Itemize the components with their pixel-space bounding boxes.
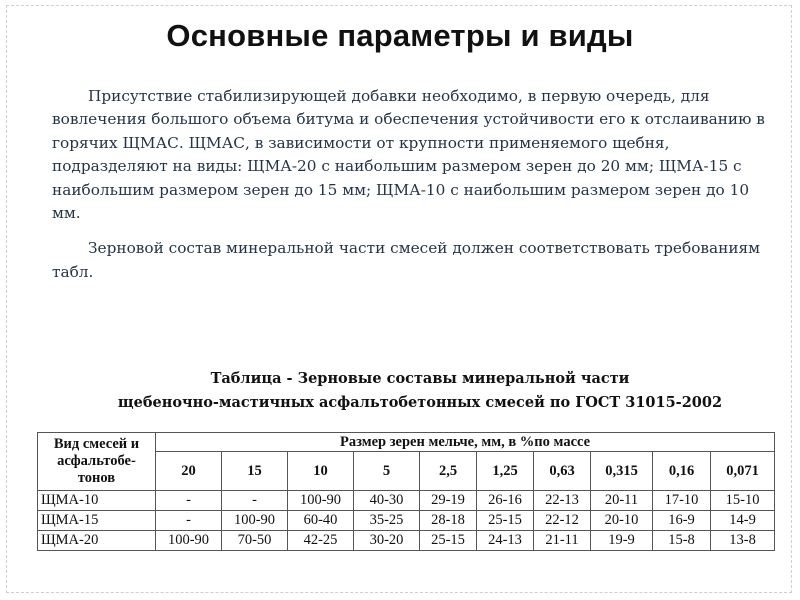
table-cell: 15-8 bbox=[653, 531, 711, 551]
table-cell: 100-90 bbox=[222, 511, 288, 531]
table-cell: 17-10 bbox=[653, 491, 711, 511]
sieve-size: 15 bbox=[222, 452, 288, 491]
table-header-row bbox=[38, 433, 775, 452]
caption-line-1: Таблица - Зерновые составы минеральной части bbox=[210, 370, 630, 387]
slide-title: Основные параметры и виды bbox=[166, 18, 634, 53]
paragraph-stabilizer: Присутствие стабилизирующей добавки необходимо, в первую очередь, для вовлечения большого объема битума и обеспечения устойчивости его к отслаиванию в горячих ЩМАС. ЩМАС, в зависимости от крупности применяемого щебня, подразделяют на виды: ЩМА-20 с наибольшим размером зерен до 20 мм; ЩМА-15 с наибольшим размером зерен до 15 мм; ЩМА-10 с наибольшим размером зерен до 10 мм. bbox=[52, 87, 765, 223]
table-cell: 15-10 bbox=[711, 491, 775, 511]
table-cell: 30-20 bbox=[354, 531, 420, 551]
body-text bbox=[52, 85, 772, 284]
sieve-size: 5 bbox=[354, 452, 420, 491]
table-cell: 25-15 bbox=[477, 511, 534, 531]
table-cell: 13-8 bbox=[711, 531, 775, 551]
table-cell: 100-90 bbox=[156, 531, 222, 551]
table-row bbox=[38, 511, 775, 531]
mix-type-header: Вид смесей и асфальтобе-тонов bbox=[38, 433, 156, 491]
table-cell: 42-25 bbox=[288, 531, 354, 551]
mix-type-cell: ЩМА-20 bbox=[38, 531, 156, 551]
table-cell: 16-9 bbox=[653, 511, 711, 531]
table-cell: 28-18 bbox=[420, 511, 477, 531]
table-cell: 19-9 bbox=[591, 531, 653, 551]
table-cell: 20-11 bbox=[591, 491, 653, 511]
paragraph-grain-composition: Зерновой состав минеральной части смесей должен соответствовать требованиям табл. bbox=[52, 239, 761, 281]
table-cell: - bbox=[222, 491, 288, 511]
table-cell: - bbox=[156, 491, 222, 511]
table-cell: 14-9 bbox=[711, 511, 775, 531]
sieve-size: 0,071 bbox=[711, 452, 775, 491]
table-cell: 21-11 bbox=[534, 531, 591, 551]
grain-composition-table bbox=[37, 432, 775, 551]
table-cell: - bbox=[156, 511, 222, 531]
caption-line-2: щебеночно-мастичных асфальтобетонных смесей по ГОСТ 31015-2002 bbox=[117, 394, 723, 411]
table-cell: 29-19 bbox=[420, 491, 477, 511]
table-cell: 70-50 bbox=[222, 531, 288, 551]
table-cell: 100-90 bbox=[288, 491, 354, 511]
table-cell: 25-15 bbox=[420, 531, 477, 551]
table-row bbox=[38, 531, 775, 551]
table-cell: 26-16 bbox=[477, 491, 534, 511]
sieve-size: 0,63 bbox=[534, 452, 591, 491]
mix-type-cell: ЩМА-10 bbox=[38, 491, 156, 511]
mix-type-cell: ЩМА-15 bbox=[38, 511, 156, 531]
table-cell: 35-25 bbox=[354, 511, 420, 531]
sieve-size: 0,315 bbox=[591, 452, 653, 491]
table-cell: 20-10 bbox=[591, 511, 653, 531]
sieve-size: 2,5 bbox=[420, 452, 477, 491]
sieve-size: 0,16 bbox=[653, 452, 711, 491]
table-cell: 24-13 bbox=[477, 531, 534, 551]
table-cell: 60-40 bbox=[288, 511, 354, 531]
sieve-size: 1,25 bbox=[477, 452, 534, 491]
table-cell: 22-13 bbox=[534, 491, 591, 511]
table-caption bbox=[60, 367, 780, 415]
table-cell: 40-30 bbox=[354, 491, 420, 511]
sieve-size: 10 bbox=[288, 452, 354, 491]
grain-size-header: Размер зерен мельче, мм, в %по массе bbox=[156, 433, 775, 452]
table-cell: 22-12 bbox=[534, 511, 591, 531]
table-row bbox=[38, 491, 775, 511]
sieve-size: 20 bbox=[156, 452, 222, 491]
